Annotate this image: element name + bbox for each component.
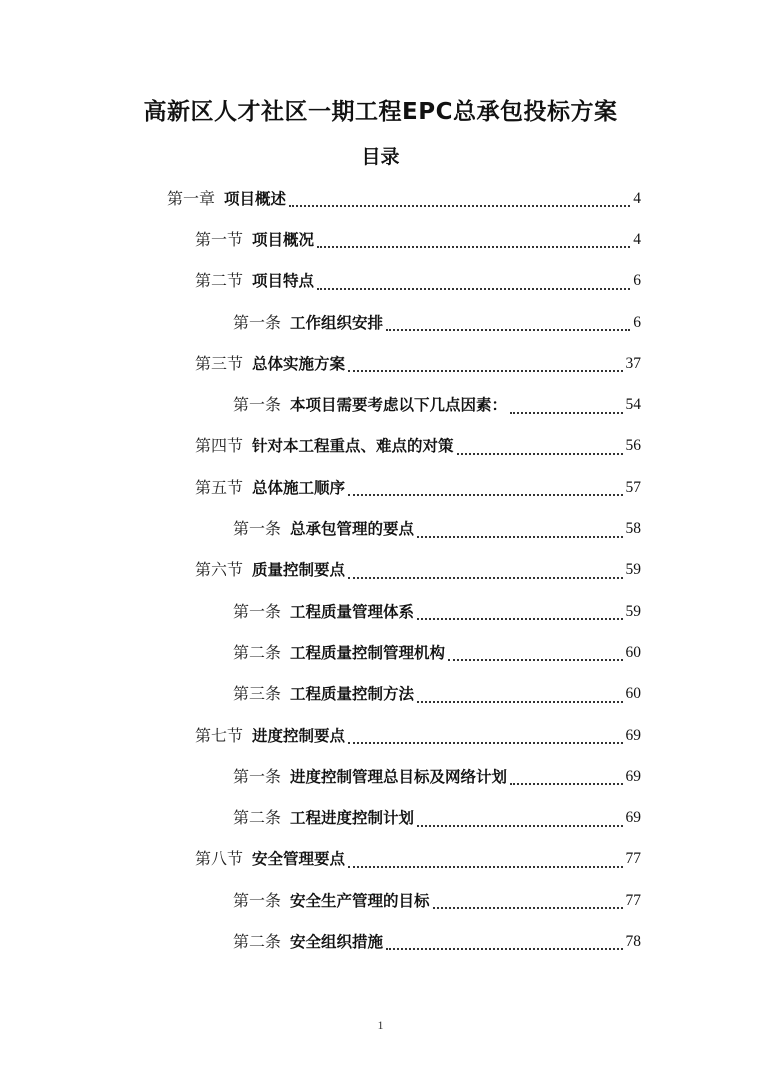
dot-leader	[448, 658, 622, 661]
toc-entry[interactable]	[233, 384, 641, 425]
toc-entry-title: 进度控制要点	[252, 726, 346, 745]
toc-entry-title: 质量控制要点	[252, 561, 346, 580]
toc-entry-number: 第一条	[233, 312, 282, 332]
toc-entry-page: 56	[625, 437, 641, 455]
toc-entry[interactable]	[233, 302, 641, 343]
toc-entry-title: 针对本工程重点、难点的对策	[252, 437, 454, 456]
toc-entry-number: 第七节	[195, 725, 244, 745]
toc-entry-title: 工程进度控制计划	[290, 809, 415, 828]
toc-entry[interactable]	[195, 426, 641, 467]
toc-entry-number: 第六节	[195, 560, 244, 580]
document-title: 高新区人才社区一期工程EPC总承包投标方案	[143, 99, 618, 125]
toc-entry-page: 6	[633, 313, 641, 331]
toc-entry-number: 第二条	[233, 931, 282, 951]
toc-entry[interactable]	[233, 921, 641, 962]
toc-entry-page: 77	[625, 891, 641, 909]
toc-entry[interactable]	[195, 839, 641, 880]
toc-entry-title: 安全生产管理的目标	[290, 891, 430, 910]
toc-entry-title: 本项目需要考虑以下几点因素：	[290, 396, 508, 415]
toc-entry-title: 总体施工顺序	[252, 478, 346, 497]
toc-entry[interactable]	[195, 715, 641, 756]
dot-leader	[348, 741, 622, 744]
toc-entry-number: 第四节	[195, 436, 244, 456]
toc-entry-number: 第三条	[233, 684, 282, 704]
toc-entry-title: 总体实施方案	[252, 354, 346, 373]
toc-entry-title: 项目概述	[224, 189, 287, 208]
toc-entry[interactable]	[195, 467, 641, 508]
toc-entry-number: 第五节	[195, 477, 244, 497]
toc-entry-page: 4	[633, 189, 641, 207]
toc-entry[interactable]	[233, 797, 641, 838]
dot-leader	[417, 535, 622, 538]
dot-leader	[289, 204, 630, 207]
toc-entry-title: 工作组织安排	[290, 313, 384, 332]
toc-entry-title: 进度控制管理总目标及网络计划	[290, 767, 508, 786]
dot-leader	[510, 411, 622, 414]
dot-leader	[348, 576, 622, 579]
toc-entry-page: 60	[625, 685, 641, 703]
toc-entry-number: 第一条	[233, 890, 282, 910]
toc-entry[interactable]	[195, 343, 641, 384]
toc-entry[interactable]	[233, 591, 641, 632]
toc-entry-title: 项目特点	[252, 272, 315, 291]
toc-entry[interactable]	[233, 756, 641, 797]
toc-entry-number: 第一章	[167, 188, 216, 208]
toc-entry-page: 69	[625, 809, 641, 827]
dot-leader	[433, 906, 623, 909]
toc-entry-title: 工程质量控制方法	[290, 685, 415, 704]
dot-leader	[317, 287, 630, 290]
toc-entry-title: 总承包管理的要点	[290, 520, 415, 539]
dot-leader	[417, 617, 622, 620]
toc-entry[interactable]	[233, 632, 641, 673]
dot-leader	[348, 865, 622, 868]
dot-leader	[348, 493, 622, 496]
toc-entry-number: 第一条	[233, 766, 282, 786]
toc-entry[interactable]	[167, 178, 641, 219]
page-number: 1	[377, 1018, 384, 1032]
toc-entry-page: 69	[625, 726, 641, 744]
toc-entry-number: 第二条	[233, 808, 282, 828]
dot-leader	[417, 824, 622, 827]
toc-entry-page: 37	[625, 354, 641, 372]
toc-entry-page: 54	[625, 396, 641, 414]
dot-leader	[348, 369, 622, 372]
toc-entry[interactable]	[233, 508, 641, 549]
toc-entry-page: 60	[625, 643, 641, 661]
toc-entry-number: 第一节	[195, 229, 244, 249]
toc-entry[interactable]	[195, 219, 641, 260]
toc-entry[interactable]	[195, 550, 641, 591]
dot-leader	[317, 245, 630, 248]
toc-entry-page: 59	[625, 602, 641, 620]
toc-entry-number: 第一条	[233, 519, 282, 539]
toc-entry-title: 安全组织措施	[290, 932, 384, 951]
toc-entry-page: 57	[625, 478, 641, 496]
toc-entry-number: 第一条	[233, 395, 282, 415]
toc-entry-title: 工程质量控制管理机构	[290, 643, 446, 662]
toc-entry-page: 58	[625, 520, 641, 538]
toc-entry-page: 77	[625, 850, 641, 868]
dot-leader	[386, 328, 630, 331]
toc-entry-number: 第一条	[233, 601, 282, 621]
table-of-contents	[0, 178, 761, 963]
toc-entry-page: 59	[625, 561, 641, 579]
toc-entry-title: 安全管理要点	[252, 850, 346, 869]
dot-leader	[386, 947, 622, 950]
dot-leader	[510, 782, 622, 785]
toc-entry-number: 第三节	[195, 353, 244, 373]
dot-leader	[457, 452, 623, 455]
toc-entry-page: 6	[633, 272, 641, 290]
toc-entry-page: 69	[625, 767, 641, 785]
toc-entry-number: 第二条	[233, 642, 282, 662]
toc-entry[interactable]	[233, 880, 641, 921]
toc-entry[interactable]	[195, 261, 641, 302]
toc-heading: 目录	[361, 146, 400, 168]
toc-entry-number: 第八节	[195, 849, 244, 869]
toc-entry-number: 第二节	[195, 271, 244, 291]
toc-entry-title: 项目概况	[252, 230, 315, 249]
toc-entry-title: 工程质量管理体系	[290, 602, 415, 621]
toc-entry[interactable]	[233, 674, 641, 715]
dot-leader	[417, 700, 622, 703]
toc-entry-page: 4	[633, 230, 641, 248]
toc-entry-page: 78	[625, 932, 641, 950]
